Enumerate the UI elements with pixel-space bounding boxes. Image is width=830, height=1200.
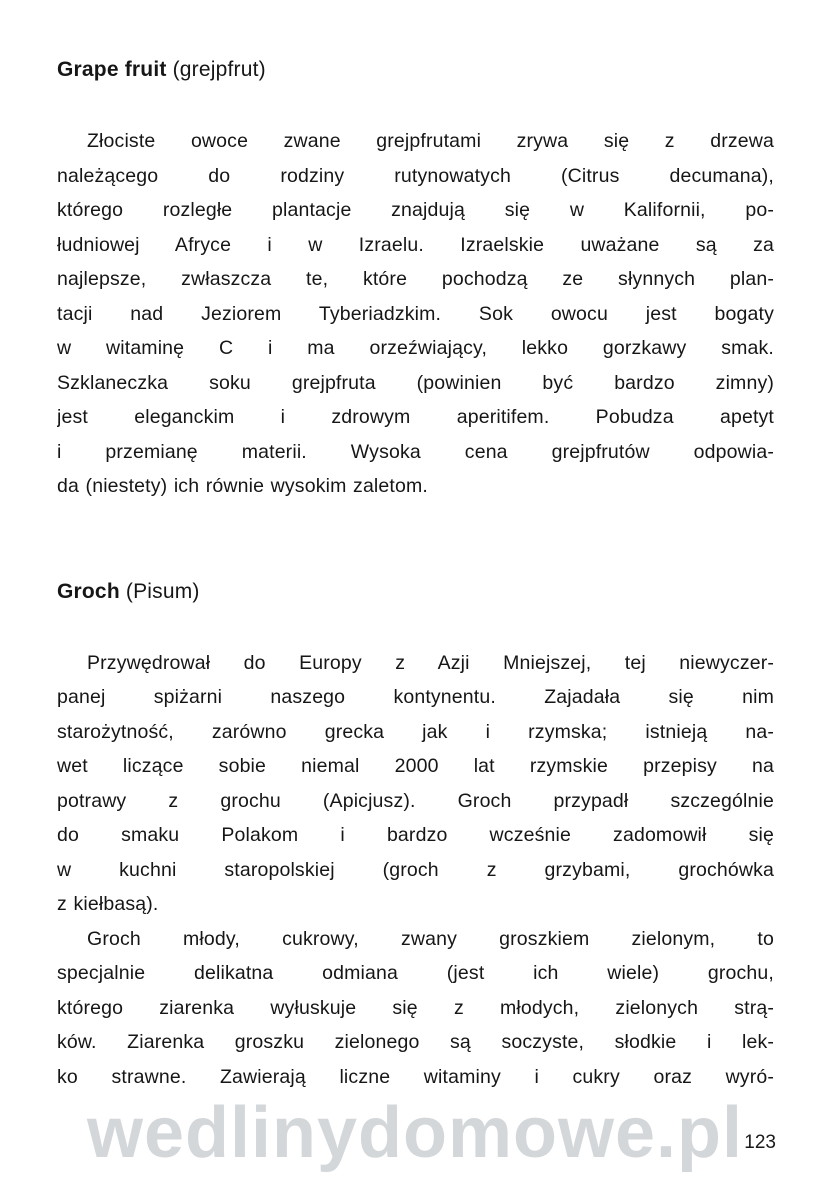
text-line: starożytność, zarówno grecka jak i rzymska; istnieją na- <box>57 720 774 743</box>
text-line: Przywędrował do Europy z Azji Mniejszej, tej niewyczer- <box>87 651 774 674</box>
text-line: wet liczące sobie niemal 2000 lat rzymskie przepisy na <box>57 755 774 777</box>
heading-term: Grape fruit <box>57 58 173 81</box>
text-line: panej spiżarni naszego kontynentu. Zajadała się nim <box>57 686 774 708</box>
text-line: którego ziarenka wyłuskuje się z młodych, zielonych strą- <box>57 996 774 1019</box>
page-number: 123 <box>744 1132 776 1153</box>
text-line: ko strawne. Zawierają liczne witaminy i cukry oraz wyró- <box>57 1065 774 1088</box>
text-line: którego rozległe plantacje znajdują się w Kalifornii, po- <box>57 199 774 221</box>
text-line: z kiełbasą). <box>57 893 159 915</box>
text-line: do smaku Polakom i bardzo wcześnie zadomowił się <box>57 824 774 846</box>
text-line: tacji nad Jeziorem Tyberiadzkim. Sok owocu jest bogaty <box>57 302 774 325</box>
heading-latin-name: (Pisum) <box>125 579 200 603</box>
page-content <box>57 58 774 1094</box>
text-line: Szklaneczka soku grejpfruta (powinien być bardzo zimny) <box>57 371 774 394</box>
text-line: należącego do rodziny rutynowatych (Citrus decumana), <box>57 164 774 187</box>
text-line: jest eleganckim i zdrowym aperitifem. Pobudza apetyt <box>57 406 774 428</box>
section-1 <box>57 58 774 504</box>
text-line: i przemianę materii. Wysoka cena grejpfrutów odpowia- <box>57 440 774 463</box>
text-line: Groch młody, cukrowy, zwany groszkiem zielonym, to <box>87 927 774 950</box>
text-line: w witaminę C i ma orzeźwiający, lekko gorzkawy smak. <box>57 337 774 359</box>
text-line: w kuchni staropolskiej (groch z grzybami, grochówka <box>57 858 774 881</box>
paragraph <box>57 124 774 504</box>
text-line: ków. Ziarenka groszku zielonego są soczyste, słodkie i lek- <box>57 1031 774 1053</box>
heading-term: Groch <box>57 579 126 603</box>
section-heading <box>57 580 774 604</box>
paragraph <box>57 922 774 1095</box>
watermark: wedlinydomowe.pl <box>86 1093 744 1173</box>
text-line: da (niestety) ich równie wysokim zaletom. <box>57 475 428 497</box>
text-line: najlepsze, zwłaszcza te, które pochodzą ze słynnych plan- <box>57 268 774 290</box>
paragraph <box>57 646 774 922</box>
text-line: specjalnie delikatna odmiana (jest ich wiele) grochu, <box>57 962 774 984</box>
text-line: potrawy z grochu (Apicjusz). Groch przypadł szczególnie <box>57 789 774 812</box>
text-line: Złociste owoce zwane grejpfrutami zrywa się z drzewa <box>87 130 774 152</box>
text-line: łudniowej Afryce i w Izraelu. Izraelskie uważane są za <box>57 233 774 256</box>
section-heading <box>57 58 774 82</box>
section-2 <box>57 580 774 1095</box>
heading-latin-name: (grejpfrut) <box>172 58 266 81</box>
